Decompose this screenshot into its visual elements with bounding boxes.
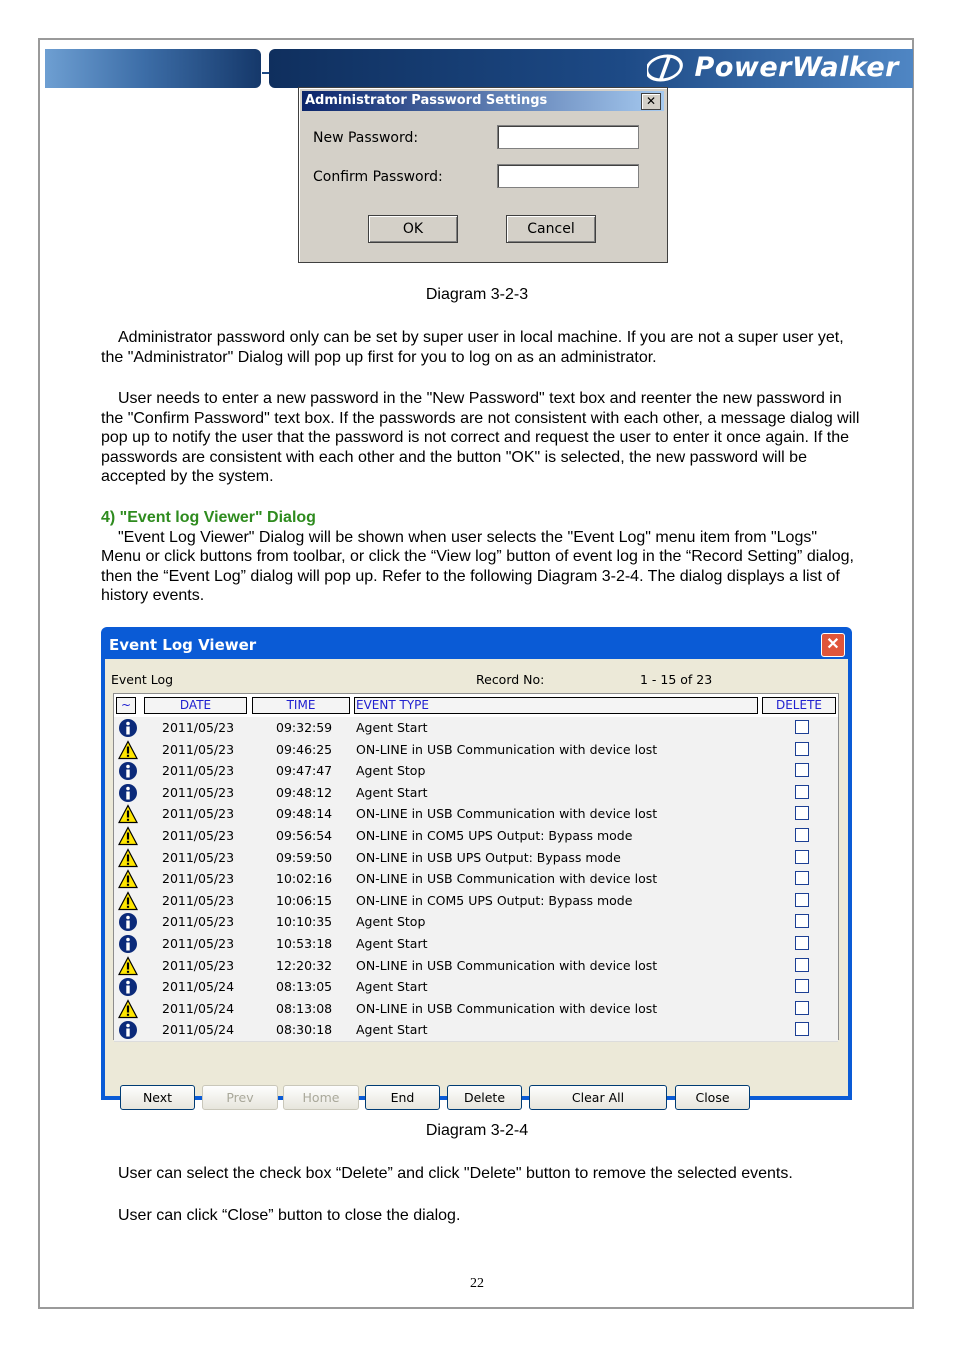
info-icon: [118, 934, 138, 954]
date-column-header[interactable]: DATE: [144, 697, 247, 714]
warning-icon-graphic: [118, 826, 138, 846]
event-date: 2011/05/24: [162, 1022, 235, 1038]
paragraph: [101, 1164, 861, 1184]
table-row[interactable]: [114, 890, 838, 913]
paragraph-text: User needs to enter a new password in the "New Password" text box and reenter the new password in the "Confirm Password" text box. If the passwords are not consistent with each other, a message dialog will pop up to notify the user that the password is not correct and request the user to enter it once again. If the passwords are consistent with each other and the button "OK" is selected, the new password will be accepted by the system.: [101, 390, 860, 485]
event-time: 09:47:47: [276, 763, 333, 779]
info-icon: [118, 718, 138, 738]
info-icon-graphic: [118, 1020, 138, 1040]
event-time: 09:48:12: [276, 784, 333, 800]
event-date: 2011/05/24: [162, 1000, 235, 1016]
event-time: 08:13:08: [276, 1000, 333, 1016]
warning-icon: [118, 999, 138, 1019]
info-icon-graphic: [118, 912, 138, 932]
warning-icon-graphic: [118, 869, 138, 889]
diagram-caption: Diagram 3-2-3: [425, 286, 529, 303]
close-icon[interactable]: ✕: [821, 633, 845, 657]
event-time: 08:13:05: [276, 979, 333, 995]
info-icon: [118, 912, 138, 932]
event-log-label: Event Log: [111, 672, 174, 687]
table-row[interactable]: [114, 825, 838, 848]
event-log-viewer-dialog: [101, 627, 852, 1105]
table-row[interactable]: [114, 911, 838, 934]
delete-checkbox[interactable]: [795, 828, 809, 842]
event-type: ON-LINE in USB Communication with device lost: [356, 806, 658, 822]
warning-icon-graphic: [118, 891, 138, 911]
delete-checkbox[interactable]: [795, 720, 809, 734]
event-date: 2011/05/23: [162, 720, 235, 735]
dialog-title: Administrator Password Settings: [305, 93, 548, 108]
warning-icon: [118, 848, 138, 868]
section: [101, 508, 861, 606]
event-time: 09:56:54: [276, 828, 333, 843]
warning-icon: [118, 891, 138, 911]
event-date: 2011/05/23: [162, 892, 235, 908]
sort-column-header[interactable]: ~: [116, 697, 136, 714]
warning-icon: [118, 804, 138, 824]
warning-icon-graphic: [118, 804, 138, 824]
new-password-label: New Password:: [313, 130, 419, 146]
event-time: 08:30:18: [276, 1022, 333, 1038]
home-button[interactable]: Home: [283, 1085, 359, 1110]
event-date: 2011/05/23: [162, 957, 235, 973]
info-icon-graphic: [118, 783, 138, 803]
delete-column-header[interactable]: DELETE: [762, 697, 836, 714]
info-icon: [118, 783, 138, 803]
header-banner: [269, 49, 913, 88]
delete-checkbox[interactable]: [795, 850, 809, 864]
event-time: 10:02:16: [276, 871, 333, 887]
event-type: ON-LINE in USB Communication with device lost: [356, 871, 658, 887]
warning-icon: [118, 826, 138, 846]
confirm-password-input[interactable]: [497, 164, 639, 188]
event-date: 2011/05/23: [162, 763, 235, 779]
event-date: 2011/05/23: [162, 741, 235, 757]
event-type: ON-LINE in USB UPS Output: Bypass mode: [356, 849, 621, 865]
admin-password-dialog: [298, 87, 668, 263]
table-row[interactable]: [114, 760, 838, 783]
event-type: ON-LINE in USB Communication with device lost: [356, 957, 658, 973]
diagram-caption: Diagram 3-2-4: [425, 1122, 529, 1139]
warning-icon: [118, 740, 138, 760]
ok-button[interactable]: OK: [368, 215, 458, 243]
event-type: ON-LINE in USB Communication with device lost: [356, 741, 658, 757]
event-type: Agent Stop: [356, 914, 426, 930]
delete-checkbox[interactable]: [795, 914, 809, 928]
delete-checkbox[interactable]: [795, 742, 809, 756]
event-type: ON-LINE in USB Communication with device lost: [356, 1000, 658, 1016]
event-time: 09:46:25: [276, 741, 333, 757]
paragraph-text: User can click “Close” button to close the dialog.: [118, 1207, 461, 1224]
warning-icon-graphic: [118, 740, 138, 760]
record-range: 1 - 15 of 23: [640, 672, 713, 687]
delete-checkbox[interactable]: [795, 1022, 809, 1036]
event-date: 2011/05/23: [162, 784, 235, 800]
dialog-title: Event Log Viewer: [109, 636, 257, 654]
paragraph: [101, 1206, 861, 1226]
event-date: 2011/05/24: [162, 979, 235, 995]
table-row[interactable]: [114, 782, 838, 805]
event-date: 2011/05/23: [162, 828, 235, 843]
info-icon: [118, 977, 138, 997]
event-type: Agent Start: [356, 936, 428, 951]
event-type: Agent Start: [356, 784, 428, 800]
info-icon-graphic: [118, 761, 138, 781]
delete-checkbox[interactable]: [795, 893, 809, 907]
cancel-button[interactable]: Cancel: [506, 215, 596, 243]
table-row[interactable]: [114, 955, 838, 978]
event-type: ON-LINE in COM5 UPS Output: Bypass mode: [356, 828, 633, 843]
event-time: 10:10:35: [276, 914, 333, 930]
section-heading: 4) "Event log Viewer" Dialog: [101, 509, 316, 526]
warning-icon: [118, 956, 138, 976]
event-date: 2011/05/23: [162, 914, 235, 930]
paragraph: [101, 389, 861, 487]
delete-checkbox[interactable]: [795, 1001, 809, 1015]
delete-checkbox[interactable]: [795, 936, 809, 950]
info-icon: [118, 761, 138, 781]
table-row[interactable]: [114, 1019, 838, 1042]
event-date: 2011/05/23: [162, 806, 235, 822]
event-date: 2011/05/23: [162, 849, 235, 865]
paragraph-text: "Event Log Viewer" Dialog will be shown when user selects the "Event Log" menu item from "Logs" Menu or click buttons from toolbar, or click the “View log” button of event log in the “Record Setting” dialog, then the “Event Log” dialog will pop up. Refer to the following Diagram 3-2-4. The dialog displays a list of history events.: [101, 528, 854, 604]
header-banner-left: [45, 49, 261, 88]
warning-icon: [118, 869, 138, 889]
page-number: 22: [470, 1276, 484, 1291]
event-date: 2011/05/23: [162, 871, 235, 887]
info-icon-graphic: [118, 718, 138, 738]
event-time: 12:20:32: [276, 957, 333, 973]
paragraph-text: User can select the check box “Delete” and click "Delete" button to remove the selected events.: [118, 1165, 793, 1182]
event-time: 09:48:14: [276, 806, 333, 822]
warning-icon-graphic: [118, 999, 138, 1019]
table-row[interactable]: [114, 717, 838, 740]
delete-button[interactable]: Delete: [447, 1085, 522, 1110]
dialog-body: [105, 659, 848, 1105]
event-table: [113, 693, 839, 1040]
event-type: Agent Start: [356, 1022, 428, 1038]
delete-checkbox[interactable]: [795, 871, 809, 885]
warning-icon-graphic: [118, 956, 138, 976]
event-type: Agent Start: [356, 720, 428, 735]
table-row[interactable]: [114, 739, 838, 762]
brand-logo: [647, 52, 899, 83]
table-row[interactable]: [114, 933, 838, 956]
paragraph-text: Administrator password only can be set by super user in local machine. If you are not a super user yet, the "Administrator" Dialog will pop up first for you to log on as an administrator.: [101, 329, 844, 366]
event-type: ON-LINE in COM5 UPS Output: Bypass mode: [356, 892, 633, 908]
new-password-input[interactable]: [497, 125, 639, 149]
event-date: 2011/05/23: [162, 936, 235, 951]
close-button[interactable]: Close: [675, 1085, 750, 1110]
header-banner-divider: [262, 72, 269, 74]
table-row[interactable]: [114, 868, 838, 891]
info-icon-graphic: [118, 934, 138, 954]
record-no-label: Record No:: [476, 672, 545, 687]
delete-checkbox[interactable]: [795, 785, 809, 799]
dialog-title-bar: [302, 91, 664, 111]
delete-checkbox[interactable]: [795, 806, 809, 820]
event-type: Agent Start: [356, 979, 428, 995]
event-time: 09:59:50: [276, 849, 333, 865]
event-type: Agent Stop: [356, 763, 426, 779]
info-icon: [118, 1020, 138, 1040]
brand-logo-text: PowerWalker: [694, 52, 899, 83]
time-column-header[interactable]: TIME: [252, 697, 350, 714]
next-button[interactable]: Next: [120, 1085, 195, 1110]
event-type-column-header[interactable]: EVENT TYPE: [354, 697, 758, 714]
clear-all-button[interactable]: Clear All: [529, 1085, 667, 1110]
event-time: 09:32:59: [276, 720, 333, 735]
power-logo-icon: [647, 53, 689, 83]
close-button[interactable]: ✕: [641, 93, 661, 110]
info-icon-graphic: [118, 977, 138, 997]
table-row[interactable]: [114, 998, 838, 1021]
table-row[interactable]: [114, 976, 838, 999]
delete-checkbox[interactable]: [795, 979, 809, 993]
confirm-password-label: Confirm Password:: [313, 169, 443, 185]
table-row[interactable]: [114, 847, 838, 870]
event-time: 10:53:18: [276, 936, 333, 951]
prev-button[interactable]: Prev: [202, 1085, 278, 1110]
table-row[interactable]: [114, 803, 838, 826]
delete-checkbox[interactable]: [795, 958, 809, 972]
end-button[interactable]: End: [365, 1085, 440, 1110]
paragraph: [101, 328, 861, 367]
delete-checkbox[interactable]: [795, 763, 809, 777]
warning-icon-graphic: [118, 848, 138, 868]
event-time: 10:06:15: [276, 892, 333, 908]
